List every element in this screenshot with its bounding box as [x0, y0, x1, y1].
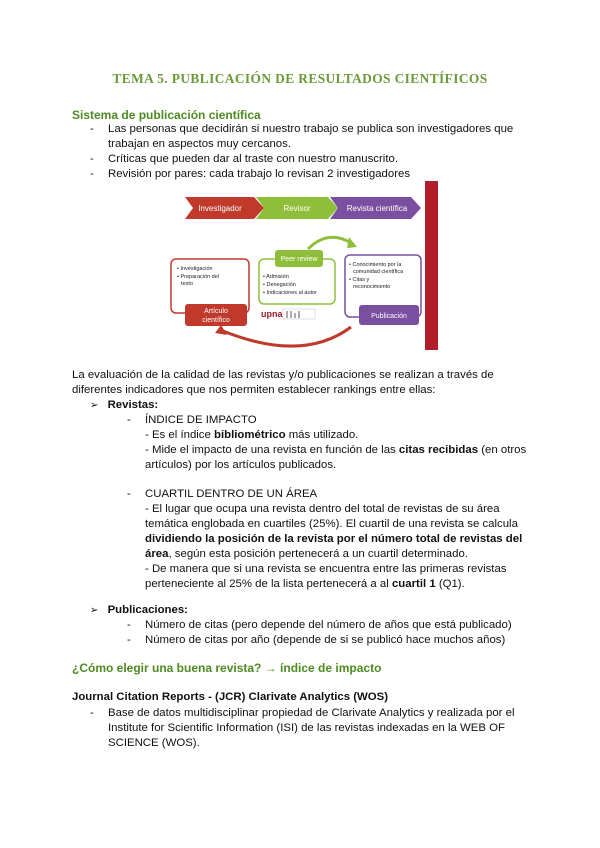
box-mid-item-2: • Denegación: [263, 282, 296, 288]
box-right-item-4: reconocimiento: [353, 284, 391, 290]
evaluation-paragraph: La evaluación de la calidad de las revistas y/o publicaciones se realizan a través de diferentes indicadores que nos permiten establecer rankings entre ellas:: [72, 369, 494, 396]
arrow-bullet-icon: ➢: [90, 400, 99, 411]
quartile-block: [127, 487, 522, 592]
publicaciones-heading: ➢ Publicaciones:: [90, 604, 188, 616]
revistas-heading: ➢ Revistas:: [90, 399, 159, 411]
list-item: - Número de citas (pero depende del número de años que está publicado): [127, 619, 512, 631]
box-right-item-1: • Conocimiento por la: [349, 262, 402, 268]
quartile-line-6: perteneciente al 25% de la lista pertenecerá a al cuartil 1 (Q1).: [145, 578, 465, 590]
impact-line-2: - Mide el impacto de una revista en función de las citas recibidas (en otros: [145, 444, 527, 456]
impact-line-1: - Es el índice bibliométrico más utilizado.: [145, 429, 359, 441]
page-title: TEMA 5. PUBLICACIÓN DE RESULTADOS CIENTÍFICOS: [112, 71, 488, 86]
box-right-item-3: • Citas y: [349, 277, 370, 283]
section-heading-publication-system: Sistema de publicación científica: [72, 108, 261, 122]
arrow-revisor-label: Revisor: [283, 204, 311, 213]
upna-logo: upna: [261, 309, 283, 319]
curve-arrow-top: [308, 237, 351, 249]
list-item-continuation: SCIENCE (WOS).: [108, 737, 200, 749]
box-articulo-label-2: científico: [202, 317, 230, 324]
diagram-svg: [163, 181, 438, 350]
list-item-continuation: Institute for Scientific Information (ISI) de las revistas indexadas en la WEB OF: [108, 722, 505, 734]
diagram-accent-bar: [425, 181, 438, 350]
list-item: - Las personas que decidirán si nuestro trabajo se publica son investigadores que: [90, 123, 514, 135]
impact-title: - ÍNDICE DE IMPACTO: [127, 414, 257, 426]
box-publicacion-label: Publicación: [371, 313, 407, 320]
arrow-investigador-label: Investigador: [198, 204, 242, 213]
section-heading-choose-journal: ¿Cómo elegir una buena revista? → índice de impacto: [72, 661, 382, 675]
box-mid-item-3: • Indicaciones al autor: [263, 290, 317, 296]
quartile-line-2: temática englobada en cuartiles (25%). El cuartil de una revista se calcula: [145, 518, 518, 530]
list-item: - Críticas que pueden dar al traste con nuestro manuscrito.: [90, 153, 398, 165]
jcr-heading: Journal Citation Reports - (JCR) Clarivate Analytics (WOS): [72, 691, 389, 703]
quartile-line-1: - El lugar que ocupa una revista dentro del total de revistas de su área: [145, 503, 500, 515]
impact-line-3: artículos) por los artículos publicados.: [145, 459, 337, 471]
box-left-item-1: • Investigación: [177, 266, 213, 272]
peer-review-diagram: [163, 181, 438, 350]
box-right-item-2: comunidad científica: [353, 269, 404, 275]
list-item: - Base de datos multidisciplinar propiedad de Clarivate Analytics y realizada por el: [90, 707, 515, 719]
box-articulo-label-1: Artículo: [204, 308, 228, 315]
box-mid-item-1: • Admisión: [263, 274, 289, 280]
list-item: - Número de citas por año (depende de si se publicó hace muchos años): [127, 634, 506, 646]
quartile-line-5: - De manera que si una revista se encuentra entre las primeras revistas: [145, 563, 507, 575]
quartile-line-3: dividiendo la posición de la revista por el número total de revistas del: [145, 533, 523, 545]
box-left-item-3: texto: [181, 281, 193, 287]
quartile-title: - CUARTIL DENTRO DE UN ÁREA: [127, 488, 318, 500]
box-left-item-2: • Preparación del: [177, 274, 219, 280]
quartile-line-4: área, según esta posición pertenecerá a un cuartil determinado.: [145, 548, 468, 560]
publicaciones-list: [127, 618, 512, 648]
impact-index-block: [127, 413, 526, 473]
arrow-bullet-icon: ➢: [90, 605, 99, 616]
list-item: - Revisión por pares: cada trabajo lo revisan 2 investigadores: [90, 168, 411, 180]
curve-arrow-bottom: [223, 327, 351, 346]
arrow-revista-label: Revista científica: [346, 204, 408, 213]
jcr-list: [90, 706, 515, 751]
box-peer-review-label: Peer review: [280, 256, 318, 263]
publication-system-list: [90, 122, 530, 182]
list-item-continuation: trabajan en aspectos muy cercanos.: [108, 138, 291, 150]
